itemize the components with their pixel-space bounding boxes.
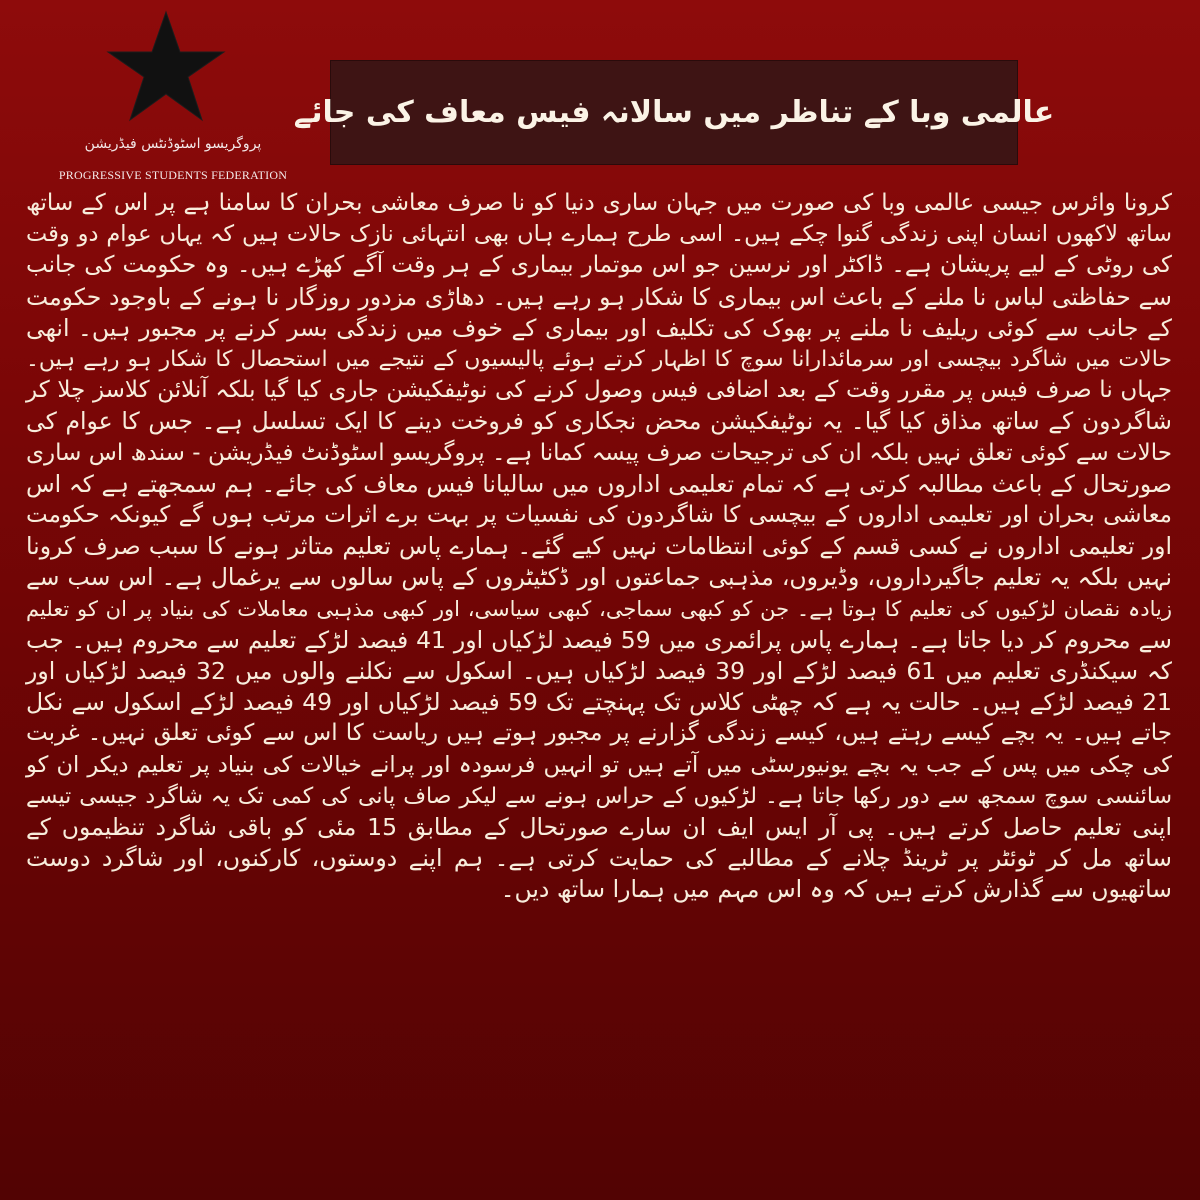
- organization-logo: [58, 10, 288, 180]
- body-line: نہیں بلکہ یہ تعلیم جاگیرداروں، وڈیروں، مذہبی جماعتوں اور ڈکٹیٹروں کے پاس سالوں سے یرغمال ہے۔ اس سب سے: [26, 563, 1172, 592]
- body-line: کہ سیکنڈری تعلیم میں 61 فیصد لڑکے اور 39 فیصد لڑکیاں ہیں۔ اسکول سے نکلنے والوں میں 32 فیصد لڑکیاں اور: [26, 657, 1172, 686]
- body-line: زیادہ نقصان لڑکیوں کی تعلیم کا ہوتا ہے۔ جن کو کبھی سماجی، کبھی سیاسی، اور کبھی مذہبی معاملات کی بنیاد پر ان کو تعلیم: [26, 596, 1172, 621]
- body-line: معاشی بحران اور تعلیمی اداروں کے بیچسی کا شاگردون کی نفسیات پر بہت برے اثرات مرتب ہوں گے کیونکہ حکومت: [26, 502, 1172, 529]
- star-icon: [106, 10, 226, 122]
- body-line: کرونا وائرس جیسی عالمی وبا کی صورت میں جہان ساری دنیا کو نا صرف معاشی بحران کا سامنا ہے پر اس کے ساتھ: [26, 190, 1172, 216]
- body-line: ساتھ مل کر ٹوئٹر پر ٹرینڈ چلانے کے مطالبے کی حمایت کرتی ہے۔ ہم اپنے دوستوں، کارکنوں، اور شاگرد دوست: [26, 844, 1172, 873]
- body-line: اور تعلیمی اداروں نے کسی قسم کے کوئی انتظامات نہیں کیے گئے۔ ہمارے پاس تعلیم متاثر ہونے کا سبب صرف کرونا: [26, 532, 1172, 561]
- body-line: 21 فیصد لڑکے ہیں۔ حالت یہ ہے کہ چھٹی کلاس تک پہنچتے تک 59 فیصد لڑکیاں اور 49 فیصد لڑکے اسکول سے نکل: [26, 688, 1172, 717]
- body-line: سے حفاظتی لباس نا ملنے کے باعث اس بیماری کا شکار ہو رہے ہیں۔ دھاڑی مزدور روزگار نا ہونے کے باوجود حکومت: [26, 282, 1172, 311]
- org-name-english: PROGRESSIVE STUDENTS FEDERATION: [58, 168, 288, 182]
- org-name-urdu: پروگریسو اسٹوڈنٹس فیڈریشن: [84, 136, 262, 152]
- body-line: جاتے ہیں۔ یہ بچے کیسے رہتے ہیں، کیسے زندگی گزارنے پر مجبور ہوتے ہیں ریاست کا اس سے کوئی تعلق نہیں۔ غربت: [26, 720, 1172, 747]
- body-line: اپنی تعلیم حاصل کرتے ہیں۔ پی آر ایس ایف ان سارے صورتحال کے مطابق 15 مئی کو باقی شاگرد تنظیموں کے: [26, 813, 1172, 842]
- title-banner: [293, 60, 1055, 165]
- article-body: [26, 188, 1172, 906]
- body-line: سے محروم کر دیا جاتا ہے۔ ہمارے پاس پرائمری میں 59 فیصد لڑکیاں اور 41 فیصد لڑکے تعلیم سے محروم ہیں۔ جب: [26, 625, 1172, 654]
- body-line: کی چکی میں پس کے جب یہ بچے یونیورسٹی میں آتے ہیں تو انہیں فرسودہ اور پرانے خیالات کی بنیاد پر تعلیم دیکر ان کو: [26, 751, 1172, 778]
- body-line: کی روٹی کے لیے پریشان ہے۔ ڈاکٹر اور نرسین جو اس موتمار بیماری کے ہر وقت آگے کھڑے ہیں۔ وہ حکومت کی جانب: [26, 252, 1172, 279]
- body-line: شاگردون کے ساتھ مذاق کیا گیا۔ یہ نوٹیفکیشن محض نجکاری کو فروخت دینے کا ایک تسلسل ہے۔ جس کا عوام کی: [26, 407, 1172, 436]
- body-line: صورتحال کے باعث مطالبہ کرتی ہے کہ تمام تعلیمی اداروں میں سالیانا فیس معاف کی جائے۔ ہم سمجھتے ہے کہ اس: [26, 469, 1172, 498]
- page-title: عالمی وبا کے تناظر میں سالانہ فیس معاف کی جائے: [293, 95, 1055, 130]
- body-line: سائنسی سوچ سمجھ سے دور رکھا جاتا ہے۔ لڑکیوں کے حراس ہونے سے لیکر صاف پانی کی کمی تک یہ شاگرد جیسی تیسے: [26, 783, 1172, 809]
- body-line: ساتھیوں سے گذارش کرتے ہیں کہ وہ اس مہم میں ہمارا ساتھ دیں۔: [500, 875, 1172, 904]
- body-line: جہاں نا صرف فیس پر مقرر وقت کے بعد اضافی فیس وصول کرنے کی نوٹیفکیشن جاری کیا گیا بلکہ آنلائن کلاسز چلا کر: [26, 377, 1172, 404]
- body-line: کے جانب سے کوئی ریلیف نا ملنے پر بھوک کی تکلیف اور بیماری کے خوف میں زندگی بسر کرنے پر مجبور ہیں۔ انھی: [26, 313, 1172, 342]
- body-line: ساتھ لاکھوں انسان اپنی زندگی گنوا چکے ہیں۔ اسی طرح ہمارے ہاں بھی انتہائی نازک حالات ہیں کہ یہاں عوام دو وقت: [26, 221, 1172, 248]
- body-line: حالات میں شاگرد بیچسی اور سرمائدارانا سوچ کا اظہار کرتے ہوئے پالیسیوں کے نتیجے میں استحصال کا شکار ہو رہے ہیں۔: [26, 347, 1172, 373]
- body-line: حالات سے کوئی تعلق نہیں بلکہ ان کی ترجیحات صرف پیسہ کمانا ہے۔ پروگریسو اسٹوڈنٹ فیڈریشن - سندھ اس ساری: [26, 439, 1172, 466]
